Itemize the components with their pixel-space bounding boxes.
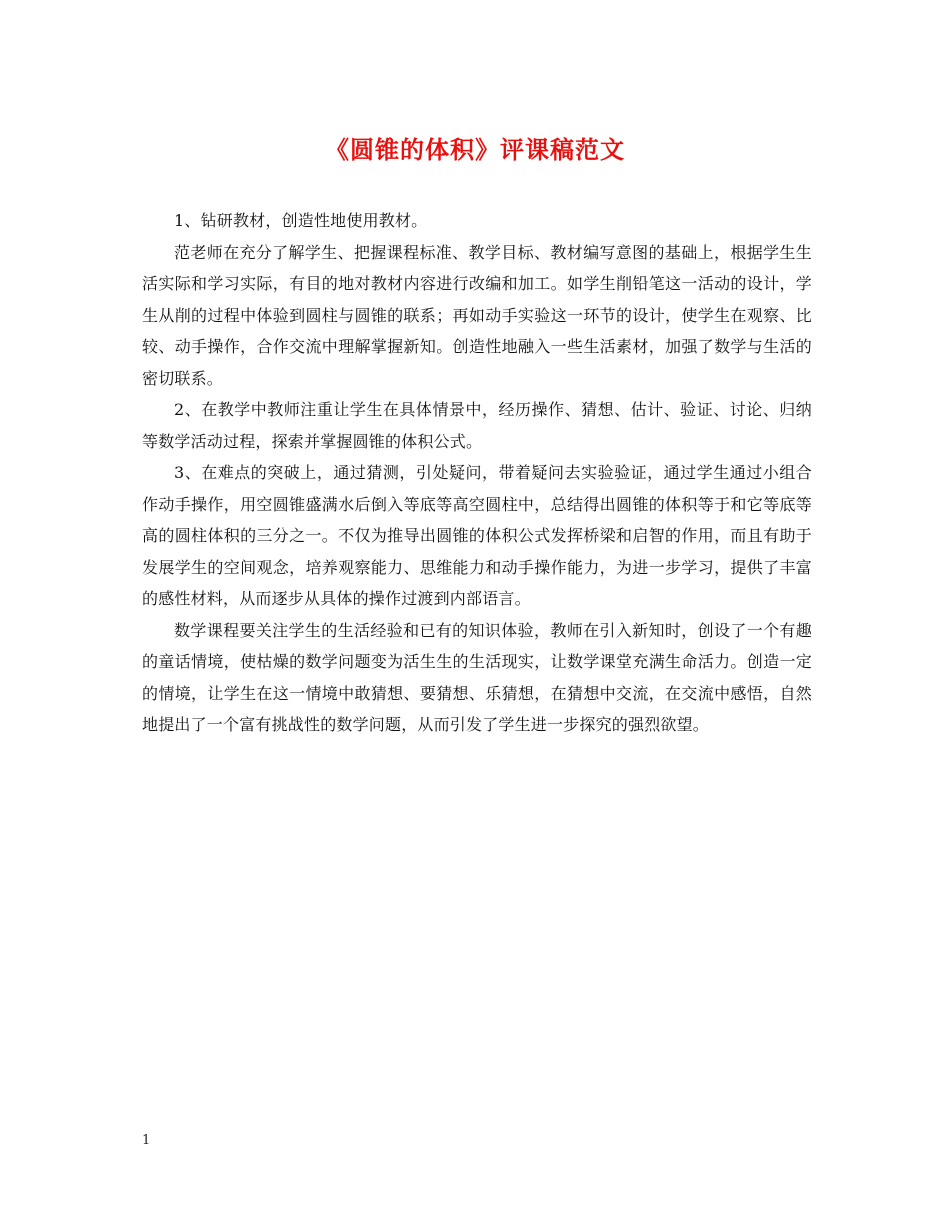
paragraph-5: 数学课程要关注学生的生活经验和已有的知识体验，教师在引入新知时，创设了一个有趣的童话情境，使枯燥的数学问题变为活生生的生活现实，让数学课堂充满生命活力。创造一定的情境，让学生在这一情境中敢猜想、要猜想、乐猜想，在猜想中交流，在交流中感悟，自然地提出了一个富有挑战性的数学问题，从而引发了学生进一步探究的强烈欲望。 [142,620,812,734]
paragraph-1: 1、钻研教材，创造性地使用教材。 [174,211,428,230]
document-body [142,205,812,741]
paragraph-4: 3、在难点的突破上，通过猜测，引处疑问，带着疑问去实验验证，通过学生通过小组合作动手操作，用空圆锥盛满水后倒入等底等高空圆柱中，总结得出圆锥的体积等于和它等底等高的圆柱体积的三分之一。不仅为推导出圆锥的体积公式发挥桥梁和启智的作用，而且有助于发展学生的空间观念，培养观察能力、思维能力和动手操作能力，为进一步学习，提供了丰富的感性材料，从而逐步从具体的操作过渡到内部语言。 [142,463,812,608]
page-number: 1 [142,1133,151,1148]
paragraph-2: 范老师在充分了解学生、把握课程标准、教学目标、教材编写意图的基础上，根据学生生活实际和学习实际，有目的地对教材内容进行改编和加工。如学生削铅笔这一活动的设计，学生从削的过程中体验到圆柱与圆锥的联系；再如动手实验这一环节的设计，使学生在观察、比较、动手操作，合作交流中理解掌握新知。创造性地融入一些生活素材，加强了数学与生活的密切联系。 [142,242,812,388]
document-title: 《圆锥的体积》评课稿范文 [325,136,625,164]
paragraph-3: 2、在教学中教师注重让学生在具体情景中，经历操作、猜想、估计、验证、讨论、归纳等数学活动过程，探索并掌握圆锥的体积公式。 [142,400,812,451]
